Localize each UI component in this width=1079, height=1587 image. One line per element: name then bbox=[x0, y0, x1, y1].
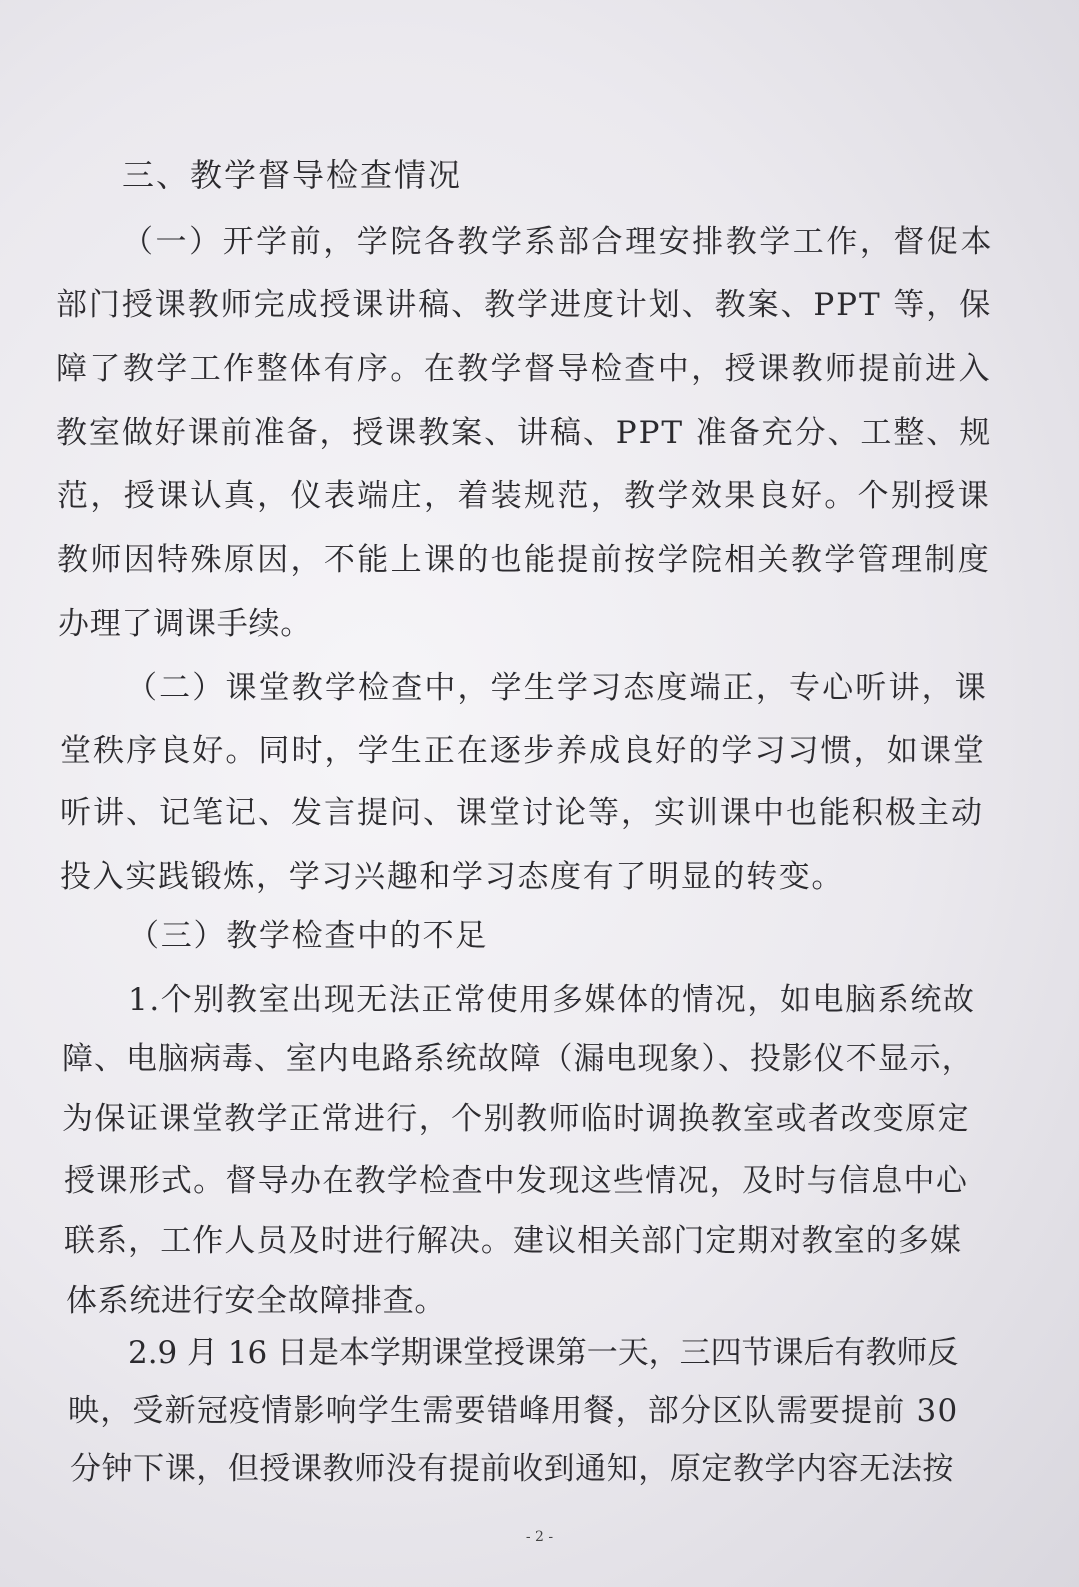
text-line: 为保证课堂教学正常进行，个别教师临时调换教室或者改变原定 bbox=[62, 1101, 971, 1137]
text-line: 体系统进行安全故障排查。 bbox=[66, 1283, 447, 1319]
text-line: 教师因特殊原因，不能上课的也能提前按学院相关教学管理制度 bbox=[57, 542, 992, 578]
text-line: 2.9 月 16 日是本学期课堂授课第一天，三四节课后有教师反 bbox=[128, 1335, 959, 1371]
text-line: 映，受新冠疫情影响学生需要错峰用餐，部分区队需要提前 30 bbox=[68, 1393, 959, 1429]
subsection-heading: （三）教学检查中的不足 bbox=[128, 918, 489, 954]
text-line: （二）课堂教学检查中，学生学习态度端正，专心听讲，课 bbox=[126, 670, 988, 706]
text-line: （一）开学前，学院各教学系部合理安排教学工作，督促本 bbox=[122, 224, 995, 260]
text-line: 办理了调课手续。 bbox=[58, 606, 312, 642]
text-line: 听讲、记笔记、发言提问、课堂讨论等，实训课中也能积极主动 bbox=[60, 795, 984, 831]
text-line: 范，授课认真，仪表端庄，着装规范，教学效果良好。个别授课 bbox=[57, 478, 992, 514]
section-heading: 三、教学督导检查情况 bbox=[122, 156, 463, 194]
text-line: 部门授课教师完成授课讲稿、教学进度计划、教案、PPT 等，保 bbox=[56, 287, 993, 323]
text-line: 1.个别教室出现无法正常使用多媒体的情况，如电脑系统故 bbox=[128, 982, 976, 1018]
page-number: - 2 - bbox=[525, 1529, 554, 1545]
text-line: 联系，工作人员及时进行解决。建议相关部门定期对教室的多媒 bbox=[64, 1223, 962, 1259]
text-line: 授课形式。督导办在教学检查中发现这些情况，及时与信息中心 bbox=[64, 1163, 969, 1199]
text-line: 障了教学工作整体有序。在教学督导检查中，授课教师提前进入 bbox=[56, 351, 993, 387]
text-line: 分钟下课，但授课教师没有提前收到通知，原定教学内容无法按 bbox=[70, 1451, 954, 1487]
text-line: 投入实践锻炼，学习兴趣和学习态度有了明显的转变。 bbox=[60, 859, 845, 895]
text-line: 障、电脑病毒、室内电路系统故障（漏电现象）、投影仪不显示， bbox=[62, 1041, 974, 1077]
text-line: 教室做好课前准备，授课教案、讲稿、PPT 准备充分、工整、规 bbox=[56, 415, 993, 451]
text-line: 堂秩序良好。同时，学生正在逐步养成良好的学习习惯，如课堂 bbox=[60, 733, 986, 769]
